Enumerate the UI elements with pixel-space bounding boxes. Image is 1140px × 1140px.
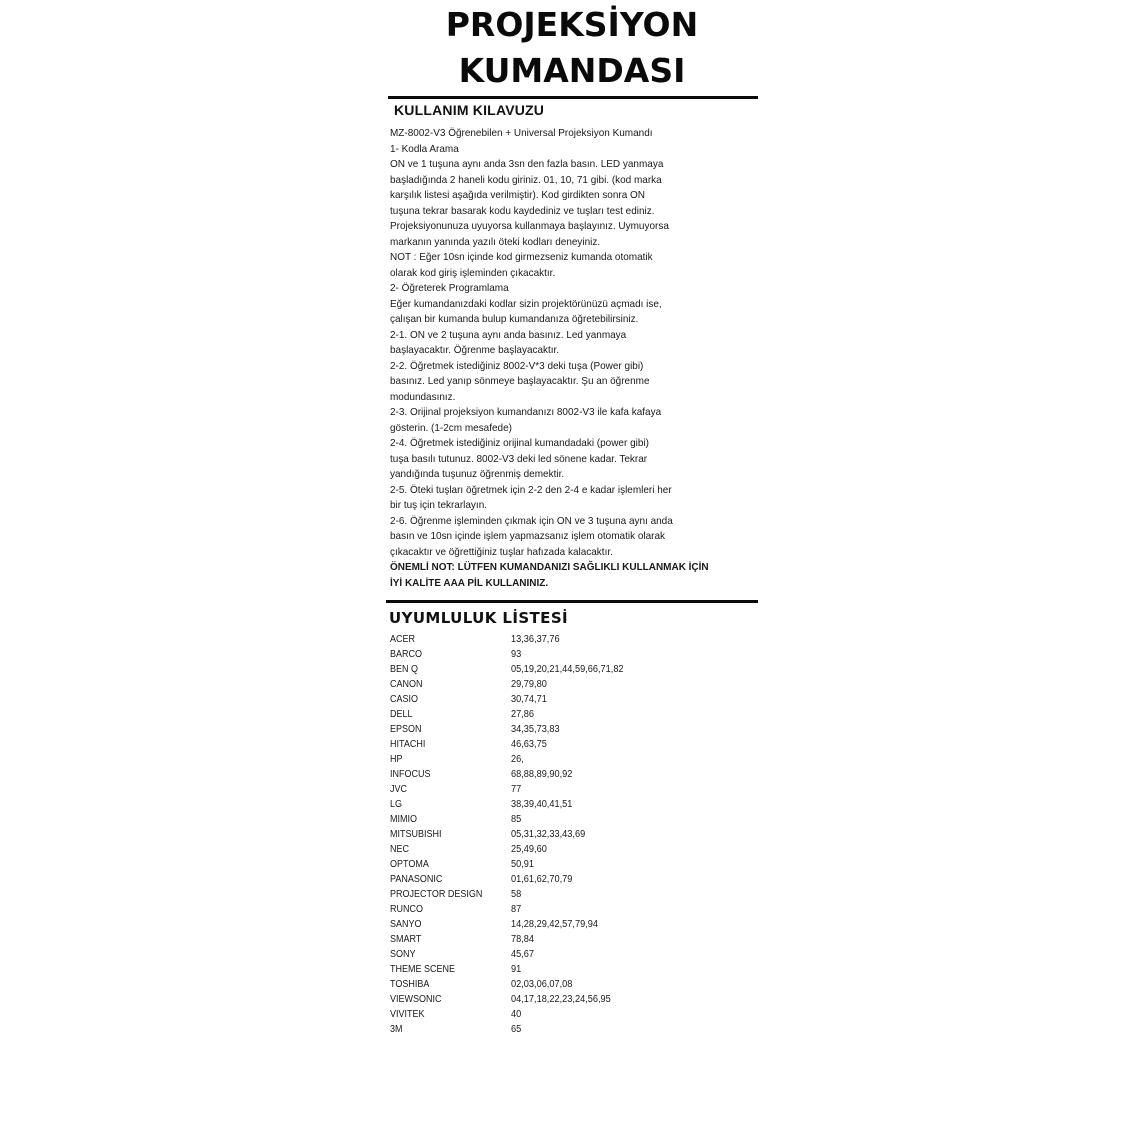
instruction-line: Projeksiyonunuza uyuyorsa kullanmaya başlayınız. Uymuyorsa [390, 221, 669, 232]
brand-name: BARCO [390, 649, 423, 660]
brand-codes: 65 [511, 1024, 522, 1035]
brand-name: ACER [390, 634, 416, 645]
instruction-line: markanın yanında yazılı öteki kodları deneyiniz. [390, 236, 601, 248]
brand-name: INFOCUS [390, 769, 431, 780]
instruction-line: 2-1. ON ve 2 tuşuna aynı anda basınız. Led yanmaya [390, 329, 627, 341]
brand-codes: 05,31,32,33,43,69 [511, 829, 586, 840]
instructions-text [390, 126, 755, 591]
compatibility-row [390, 962, 758, 977]
title-line-1: PROJEKSİYON [445, 5, 699, 44]
brand-name: CANON [390, 679, 423, 690]
compatibility-row [390, 887, 758, 902]
compatibility-row [390, 797, 758, 812]
brand-name: TOSHIBA [390, 979, 430, 990]
instruction-line: 2-2. Öğretmek istediğiniz 8002-V*3 deki tuşa (Power gibi) [390, 360, 644, 372]
manual-subtitle: KULLANIM KILAVUZU [394, 102, 545, 118]
instruction-line: 2-5. Öteki tuşları öğretmek için 2-2 den 2-4 e kadar işlemleri her [390, 484, 672, 496]
brand-name: CASIO [390, 694, 419, 705]
brand-codes: 93 [511, 649, 522, 660]
brand-name: SONY [390, 949, 416, 960]
compatibility-row [390, 827, 758, 842]
brand-name: 3M [390, 1024, 403, 1035]
brand-codes: 25,49,60 [511, 844, 547, 855]
brand-name: JVC [390, 784, 408, 795]
instruction-line: karşılık listesi aşağıda verilmiştir). Kod girdikten sonra ON [390, 190, 646, 201]
brand-name: SMART [390, 934, 422, 945]
instruction-line: çıkacaktır ve öğrettiğiniz tuşlar hafızada kalacaktır. [390, 546, 613, 558]
instruction-line: ON ve 1 tuşuna aynı anda 3sn den fazla basın. LED yanmaya [390, 159, 664, 170]
instruction-line: başladığında 2 haneli kodu giriniz. 01, 10, 71 gibi. (kod marka [390, 174, 662, 186]
brand-codes: 05,19,20,21,44,59,66,71,82 [511, 664, 624, 675]
instruction-line: olarak kod giriş işleminden çıkacaktır. [390, 267, 556, 279]
compatibility-row [390, 707, 758, 722]
brand-codes: 04,17,18,22,23,24,56,95 [511, 994, 611, 1005]
section-divider [386, 600, 758, 603]
compatibility-row [390, 662, 758, 677]
compatibility-row [390, 902, 758, 917]
compatibility-row [390, 872, 758, 887]
compatibility-row [390, 647, 758, 662]
brand-codes: 38,39,40,41,51 [511, 799, 573, 810]
manual-sheet [386, 0, 758, 1140]
instruction-line: 2-6. Öğrenme işleminden çıkmak için ON ve 3 tuşuna aynı anda [390, 515, 673, 527]
compatibility-title: UYUMLULUK LİSTESİ [389, 609, 569, 627]
title-line-2: KUMANDASI [458, 51, 686, 90]
brand-name: VIEWSONIC [390, 994, 442, 1005]
instruction-line: 1- Kodla Arama [390, 143, 459, 155]
compatibility-row [390, 947, 758, 962]
brand-codes: 30,74,71 [511, 694, 547, 705]
brand-codes: 45,67 [511, 949, 535, 960]
compatibility-row [390, 992, 758, 1007]
instruction-line: ÖNEMLİ NOT: LÜTFEN KUMANDANIZI SAĞLIKLI KULLANMAK İÇİN [390, 562, 709, 573]
brand-codes: 58 [511, 889, 522, 900]
instruction-line: gösterin. (1-2cm mesafede) [390, 422, 512, 434]
brand-codes: 91 [511, 964, 522, 975]
brand-name: EPSON [390, 724, 422, 735]
brand-codes: 13,36,37,76 [511, 634, 560, 645]
brand-name: SANYO [390, 919, 422, 930]
brand-codes: 68,88,89,90,92 [511, 769, 573, 780]
brand-name: VIVITEK [390, 1009, 425, 1020]
instruction-line: başlayacaktır. Öğrenme başlayacaktır. [390, 345, 560, 356]
compatibility-row [390, 1022, 758, 1037]
compatibility-row [390, 932, 758, 947]
instruction-line: MZ-8002-V3 Öğrenebilen + Universal Projeksiyon Kumandı [390, 128, 653, 139]
instruction-line: modundasınız. [390, 391, 456, 403]
brand-name: OPTOMA [390, 859, 429, 870]
compatibility-row [390, 917, 758, 932]
brand-codes: 01,61,62,70,79 [511, 874, 573, 885]
brand-codes: 78,84 [511, 934, 535, 945]
instruction-line: 2- Öğreterek Programlama [390, 283, 509, 294]
brand-name: MIMIO [390, 814, 417, 825]
instruction-line: yandığında tuşunuz öğrenmiş demektir. [390, 469, 565, 480]
compatibility-row [390, 857, 758, 872]
brand-name: BEN Q [390, 664, 419, 675]
brand-name: RUNCO [390, 904, 424, 915]
compatibility-row [390, 812, 758, 827]
brand-codes: 27,86 [511, 709, 535, 720]
compatibility-row [390, 677, 758, 692]
brand-name: THEME SCENE [390, 964, 456, 975]
brand-codes: 02,03,06,07,08 [511, 979, 573, 990]
brand-codes: 40 [511, 1009, 522, 1020]
compatibility-row [390, 632, 758, 647]
brand-name: HITACHI [390, 739, 426, 750]
instruction-line: Eğer kumandanızdaki kodlar sizin projektörünüzü açmadı ise, [390, 298, 662, 310]
instruction-line: basın ve 10sn içinde işlem yapmazsanız işlem otomatik olarak [390, 531, 665, 542]
brand-codes: 46,63,75 [511, 739, 547, 750]
compatibility-row [390, 767, 758, 782]
compatibility-row [390, 737, 758, 752]
manual-title [386, 2, 758, 94]
instruction-line: 2-4. Öğretmek istediğiniz orijinal kumandadaki (power gibi) [390, 438, 649, 449]
instruction-line: İYİ KALİTE AAA PİL KULLANINIZ. [390, 577, 549, 589]
brand-codes: 29,79,80 [511, 679, 547, 690]
compatibility-row [390, 722, 758, 737]
brand-name: DELL [390, 709, 413, 720]
instruction-line: çalışan bir kumanda bulup kumandanıza öğretebilirsiniz. [390, 314, 639, 325]
compatibility-row [390, 692, 758, 707]
instruction-line: tuşuna tekrar basarak kodu kaydediniz ve tuşları test ediniz. [390, 205, 655, 217]
instruction-line: NOT : Eğer 10sn içinde kod girmezseniz kumanda otomatik [390, 252, 653, 263]
compatibility-list [390, 632, 758, 1037]
brand-name: HP [390, 754, 403, 765]
instruction-line: bir tuş için tekrarlayın. [390, 500, 488, 511]
instruction-line: basınız. Led yanıp sönmeye başlayacaktır. Şu an öğrenme [390, 376, 650, 387]
instruction-line: tuşa basılı tutunuz. 8002-V3 deki led sönene kadar. Tekrar [390, 453, 648, 465]
compatibility-row [390, 977, 758, 992]
brand-codes: 50,91 [511, 859, 535, 870]
brand-name: NEC [390, 844, 410, 855]
brand-codes: 26, [511, 754, 524, 765]
instruction-line: 2-3. Orijinal projeksiyon kumandanızı 8002-V3 ile kafa kafaya [390, 407, 662, 418]
top-divider [388, 96, 758, 99]
compatibility-row [390, 752, 758, 767]
brand-codes: 34,35,73,83 [511, 724, 560, 735]
brand-name: LG [390, 799, 403, 810]
brand-codes: 87 [511, 904, 522, 915]
brand-name: PANASONIC [390, 874, 443, 885]
brand-codes: 85 [511, 814, 522, 825]
brand-name: MITSUBISHI [390, 829, 442, 840]
compatibility-row [390, 1007, 758, 1022]
brand-name: PROJECTOR DESIGN [390, 889, 483, 900]
compatibility-row [390, 842, 758, 857]
brand-codes: 14,28,29,42,57,79,94 [511, 919, 598, 930]
compatibility-row [390, 782, 758, 797]
brand-codes: 77 [511, 784, 522, 795]
